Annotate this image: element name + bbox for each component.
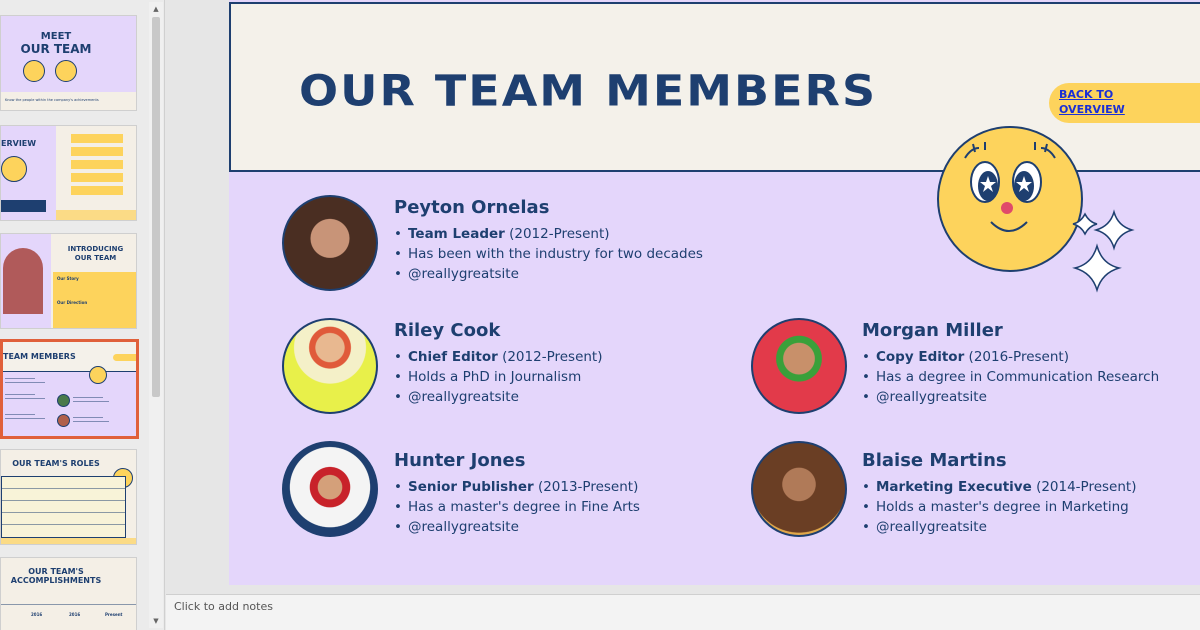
member-detail-line: • Holds a master's degree in Marketing [862,499,1129,515]
member-role: Team Leader [408,226,505,242]
member-detail-line: • Has been with the industry for two decades [394,246,703,262]
thumb1-subtitle: Know the people within the company's achievements [5,98,99,102]
member-handle-line: • @reallygreatsite [862,389,987,405]
member-detail: Holds a PhD in Journalism [408,369,582,385]
member-role: Chief Editor [408,349,498,365]
back-to-overview-button[interactable] [1049,83,1200,123]
slide-thumbnail-4-selected[interactable] [0,339,139,439]
thumb6-title-line2: ACCOMPLISHMENTS [10,576,102,585]
thumb1-title-line2: OUR TEAM [20,42,92,56]
member-role: Copy Editor [876,349,965,365]
scroll-down-arrow-icon[interactable]: ▼ [153,617,159,625]
member-handle: @reallygreatsite [408,519,519,535]
member-handle: @reallygreatsite [408,266,519,282]
thumb1-sun-icon [23,60,45,82]
member-handle-line: • @reallygreatsite [394,519,519,535]
member-years: (2016-Present) [968,349,1069,365]
scroll-up-arrow-icon[interactable]: ▲ [153,5,159,13]
member-detail: Holds a master's degree in Marketing [876,499,1129,515]
member-photo [751,441,847,537]
thumb6-title-line1: OUR TEAM'S [28,567,84,576]
member-role-line: • Senior Publisher (2013-Present) [394,479,639,495]
thumb6-col1: 2016 [31,612,43,617]
slide-thumbnail-1[interactable] [0,15,137,111]
thumb3-title-line1: INTRODUCING [67,245,124,253]
thumb5-title: OUR TEAM'S ROLES [12,459,100,468]
slide-canvas[interactable] [229,0,1200,585]
member-role-line: • Copy Editor (2016-Present) [862,349,1069,365]
member-detail-line: • Holds a PhD in Journalism [394,369,582,385]
thumb6-col2: 2016 [69,612,81,617]
member-photo [282,318,378,414]
thumb2-sun-icon [1,156,27,182]
notes-pane[interactable] [166,594,1200,630]
sparkle-icon [1069,202,1139,302]
member-detail: Has a degree in Communication Research [876,369,1160,385]
member-years: (2014-Present) [1036,479,1137,495]
member-handle: @reallygreatsite [408,389,519,405]
member-handle-line: • @reallygreatsite [394,266,519,282]
member-role: Senior Publisher [408,479,534,495]
slide-thumbnail-3[interactable] [0,233,137,329]
member-detail: Has a master's degree in Fine Arts [408,499,640,515]
thumb2-title: ERVIEW [1,139,37,148]
thumb3-photo [3,248,43,314]
member-role-line: • Chief Editor (2012-Present) [394,349,603,365]
member-photo [282,441,378,537]
member-handle-line: • @reallygreatsite [862,519,987,535]
member-name: Hunter Jones [394,450,526,471]
member-handle: @reallygreatsite [876,389,987,405]
slide-thumbnail-2[interactable] [0,125,137,221]
member-role-line: • Marketing Executive (2014-Present) [862,479,1137,495]
thumb1-title-line1: MEET [40,31,72,42]
member-photo [751,318,847,414]
member-detail-line: • Has a degree in Communication Research [862,369,1160,385]
slide-thumbnail-5[interactable] [0,449,137,545]
thumb3-direction-label: Our Direction [57,300,88,305]
member-name: Riley Cook [394,320,501,341]
notes-placeholder[interactable]: Click to add notes [174,600,273,613]
thumb6-col3: Present [105,612,123,617]
member-years: (2012-Present) [502,349,603,365]
smiling-sun-icon [935,124,1085,274]
scrollbar-thumb[interactable] [152,17,160,397]
member-photo [282,195,378,291]
thumb3-story-label: Our Story [57,276,79,281]
member-role: Marketing Executive [876,479,1032,495]
thumb1-sun-icon-2 [55,60,77,82]
thumb4-sun-icon [89,366,107,384]
back-to-overview-link[interactable]: BACK TO OVERVIEW [1059,88,1125,116]
thumbnail-scrollbar[interactable] [149,2,163,628]
thumb3-title-line2: OUR TEAM [74,254,117,262]
slide-thumbnail-panel[interactable] [0,0,165,630]
member-handle: @reallygreatsite [876,519,987,535]
member-years: (2012-Present) [509,226,610,242]
member-years: (2013-Present) [537,479,639,495]
thumb4-title: TEAM MEMBERS [3,352,76,361]
member-detail: Has been with the industry for two decades [408,246,703,262]
member-name: Blaise Martins [862,450,1007,471]
slide-title[interactable]: OUR TEAM MEMBERS [299,66,878,116]
slide-thumbnail-6[interactable] [0,557,137,630]
member-name: Peyton Ornelas [394,197,550,218]
member-role-line: • Team Leader (2012-Present) [394,226,610,242]
member-handle-line: • @reallygreatsite [394,389,519,405]
member-detail-line: • Has a master's degree in Fine Arts [394,499,640,515]
member-name: Morgan Miller [862,320,1003,341]
